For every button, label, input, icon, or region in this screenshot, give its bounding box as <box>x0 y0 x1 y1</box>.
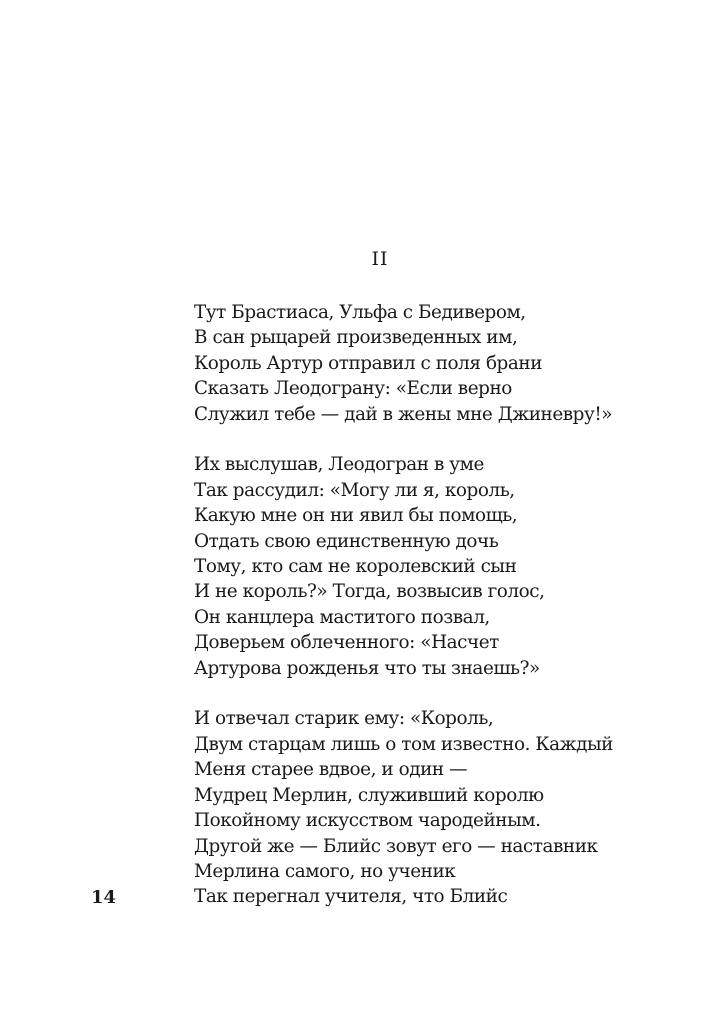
poem-line: Сказать Леодограну: «Если верно <box>194 378 512 400</box>
stanza <box>194 300 694 427</box>
poem-line: Тому, кто сам не королевский сын <box>194 556 517 578</box>
poem-line: Мерлина самого, но ученик <box>194 860 456 882</box>
section-heading: II <box>371 248 389 270</box>
poem-line: Тут Брастиаса, Ульфа с Бедивером, <box>194 302 526 323</box>
poem-line: Отдать свою единственную дочь <box>194 530 499 552</box>
poem-line: В сан рыцарей произведенных им, <box>194 327 518 349</box>
poem-line: Так рассудил: «Могу ли я, король, <box>194 479 515 501</box>
poem-line: Артурова рожденья что ты знаешь?» <box>194 657 540 679</box>
poem-text <box>194 300 694 910</box>
poem-line: Служил тебе — дай в жены мне Джиневру!» <box>194 403 613 425</box>
poem-line: Он канцлера маститого позвал, <box>194 606 490 628</box>
stanza <box>194 452 694 681</box>
poem-line: Доверьем облеченного: «Насчет <box>194 632 499 654</box>
poem-line: Покойному искусством чародейным. <box>194 810 541 832</box>
stanza <box>194 706 694 909</box>
poem-line: Меня старее вдвое, и один — <box>194 759 468 781</box>
poem-line: И не король?» Тогда, возвысив голос, <box>194 581 545 603</box>
poem-line: Какую мне он ни явил бы помощь, <box>194 505 518 527</box>
poem-line: Их выслушав, Леодогран в уме <box>194 454 484 476</box>
poem-line: Другой же — Блийс зовут его — наставник <box>194 835 598 857</box>
poem-line: Король Артур отправил с поля брани <box>194 352 543 374</box>
poem-line: Мудрец Мерлин, служивший королю <box>194 784 544 806</box>
page-number: 14 <box>91 887 117 908</box>
stanza-gap <box>194 427 694 452</box>
poem-line: Так перегнал учителя, что Блийс <box>194 886 508 908</box>
poem-line: Двум старцам лишь о том известно. Каждый <box>194 733 613 755</box>
stanza-gap <box>194 681 694 706</box>
poem-line: И отвечал старик ему: «Король, <box>194 708 494 730</box>
